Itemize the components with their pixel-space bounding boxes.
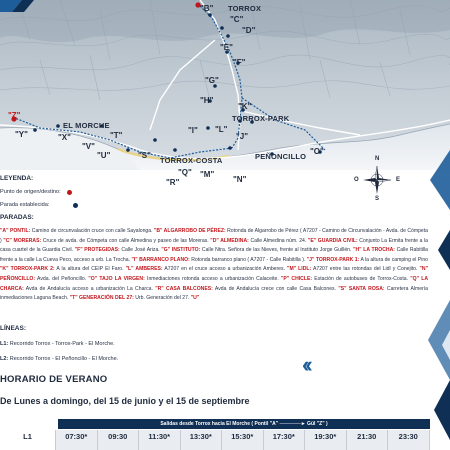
stop-entry-code: "N" PEÑONCILLO: xyxy=(0,266,428,282)
stop-label-j[interactable]: "J" xyxy=(236,132,249,141)
stop-label-f[interactable]: "F" xyxy=(233,58,246,67)
stop-entry-text: Carretera Almería inmediaciones Laguna Beach. xyxy=(0,285,428,302)
compass-icon xyxy=(360,163,394,197)
stop-entry-code: "G" INSTITUTO: xyxy=(161,247,201,254)
compass-rose xyxy=(354,156,401,202)
lines-title: LÍNEAS: xyxy=(0,325,26,332)
legend-stop-label: Parada establecida: xyxy=(0,202,50,208)
line-l2 xyxy=(0,356,300,362)
schedule-time: 23:30 xyxy=(388,430,430,450)
stop-entry-text: Calle Almedina núm. 24. xyxy=(248,237,308,244)
stops-title: PARADAS: xyxy=(0,214,34,221)
town-label-torrox-costa: TORROX-COSTA xyxy=(160,156,223,165)
stop-entry-code: "L" AMBERES: xyxy=(125,266,163,273)
stop-entry-text: Inmediaciones rotonda acceso a urbanización Calaceite. xyxy=(144,275,281,282)
compass-o: O xyxy=(354,177,359,183)
line-l2-code: L2: xyxy=(0,356,9,362)
stop-entry-text: Calle José Ariza. xyxy=(119,247,162,254)
stop-label-g[interactable]: "G" xyxy=(205,76,219,85)
stop-entry-text: Calle Ntra. Señora de las Nieves, frente al Instituto Jorge Guillén. xyxy=(200,247,354,254)
stop-label-x[interactable]: "X" xyxy=(58,133,71,142)
legend-origin-row xyxy=(0,189,360,195)
stop-entry-code: "C" MORERAS: xyxy=(3,237,42,244)
line-l2-text: Recorrido Torrox - El Peñoncillo - El Morche. xyxy=(8,356,119,362)
stop-entry-text: A la altura de camping el Pino xyxy=(359,256,428,263)
schedule-time: 11:30* xyxy=(139,430,181,450)
stop-entry-code: "I" BARRANCO PLANO: xyxy=(131,256,190,263)
stop-label-z[interactable]: "Z" xyxy=(8,111,21,120)
origin-dot-icon xyxy=(67,190,72,195)
stop-entry-text: Calle Rabitilla frente a la calle La Cueva Peco, acceso a urb. La Trocha. xyxy=(0,247,428,263)
stop-entry-code: "D" ALMEDINA: xyxy=(210,237,249,244)
town-label-torrox: TORROX xyxy=(228,4,262,13)
line-l1 xyxy=(0,341,300,347)
town-label-el-morche: EL MORCHE xyxy=(63,121,110,130)
stop-entry-code: "R" CASA BALCONES: xyxy=(155,285,213,292)
stop-label-d[interactable]: "D" xyxy=(242,26,256,35)
schedule-time: 07:30* xyxy=(56,430,98,450)
stop-entry-text: Cruce de avda. de Cómpeta con calle Almedina y paseo de las Moreras. xyxy=(41,237,211,244)
schedule-time: 09:30 xyxy=(98,430,140,450)
stop-label-u[interactable]: "U" xyxy=(97,151,111,160)
legend-title: LEYENDA: xyxy=(0,175,34,182)
stop-label-i[interactable]: "I" xyxy=(188,126,198,135)
stops-description xyxy=(0,227,428,304)
stop-label-y[interactable]: "Y" xyxy=(15,130,28,139)
stop-entry-code: "S" SANTA ROSA: xyxy=(338,285,385,292)
stop-label-b[interactable]: "B" xyxy=(200,4,214,13)
stop-entry-code: "F" PROTEGIDAS: xyxy=(74,247,120,254)
stop-entry-code: "O" TAJO LA VIRGEN: xyxy=(88,275,145,282)
schedule-time: 13:30* xyxy=(181,430,223,450)
legend-stop-row xyxy=(0,202,360,208)
compass-s: S xyxy=(375,196,380,202)
stop-label-v[interactable]: "V" xyxy=(82,142,95,151)
schedule-time: 15:30* xyxy=(222,430,264,450)
stop-entry-text: A la altura del CEIP El Faro. xyxy=(54,266,126,273)
legend-origin-label: Punto de origen/destino: xyxy=(0,189,61,195)
compass-e: E xyxy=(396,177,401,183)
stop-label-q[interactable]: "Q" xyxy=(178,168,192,177)
side-decoration xyxy=(420,0,450,450)
stop-label-c[interactable]: "C" xyxy=(230,15,244,24)
stop-entry-text: Avda de Andalucía crece con calle Casa Balcones. xyxy=(212,285,339,292)
legend xyxy=(0,175,360,208)
compass-n: N xyxy=(375,156,380,162)
line-l1-text: Recorrido Torrox - Torrox-Park - El Morche. xyxy=(8,341,115,347)
stop-entry-code: "H" LA TROCHA: xyxy=(353,247,395,254)
line-l1-code: L1: xyxy=(0,341,9,347)
stop-dot-icon xyxy=(73,203,78,208)
town-label-torrox-park: TORROX-PARK xyxy=(232,114,290,123)
lines-section xyxy=(0,325,300,362)
map-terrain xyxy=(0,0,450,170)
stop-entry-text: A7207 en el cruce acceso a urbanización Amberes. xyxy=(162,266,288,273)
stop-entry-text: Avda de Andalucía acceso a urbanización La Charca. xyxy=(23,285,156,292)
stop-entry-text: A7207 entre las rotondas del Lidl y Conejito. xyxy=(311,266,420,273)
stop-label-m[interactable]: "M" xyxy=(200,170,215,179)
stop-entry-code: "P" CHICLE: xyxy=(280,275,313,282)
stop-entry-code: "J" TORROX-PARK 1: xyxy=(306,256,360,263)
stop-entry-code: "M" LIDL: xyxy=(287,266,312,273)
stop-entry-code: "A" PONTIL: xyxy=(0,228,31,234)
stop-entry-text: Estación de autobuses de Torrox-Costa. xyxy=(312,275,411,282)
stop-entry-text: Urb. Generación del 27. xyxy=(133,295,191,302)
town-label-penoncillo: PEÑONCILLO xyxy=(255,152,307,161)
stop-label-r[interactable]: "R" xyxy=(166,178,180,187)
stop-label-e[interactable]: "E" xyxy=(220,43,233,52)
stop-entry-code: "K" TORROX-PARK 2: xyxy=(0,266,55,273)
stop-label-h[interactable]: "H" xyxy=(200,96,214,105)
stop-label-s[interactable]: "S" xyxy=(138,151,151,160)
stop-label-o[interactable]: "O" xyxy=(310,147,324,156)
schedule-subtitle: De Lunes a domingo, del 15 de junio y el 15 de septiembre xyxy=(0,396,250,406)
stop-entry-code: "T" GENERACIÓN DEL 27: xyxy=(69,295,134,302)
stop-entry-text: Rotonda de Algarrobo de Pérez ( A7207 - Camino de Circunvalación - Avda. de Cómpeta ) xyxy=(0,228,429,244)
schedule-title: HORARIO DE VERANO xyxy=(0,374,108,385)
stop-entry-text: Avda. del Peñoncillo. xyxy=(35,275,89,282)
stop-label-k[interactable]: "K" xyxy=(238,102,252,111)
stop-label-l[interactable]: "L" xyxy=(215,125,228,134)
schedule-time: 17:30* xyxy=(264,430,306,450)
stop-label-t[interactable]: "T" xyxy=(110,131,123,140)
schedule-line-id: L1 xyxy=(0,430,56,450)
stop-entry-text: Camino de circunvalación cruce con calle Sayalonga. xyxy=(30,228,154,234)
schedule-time: 19:30* xyxy=(305,430,347,450)
stops-section xyxy=(0,214,428,304)
route-map[interactable] xyxy=(0,0,450,170)
stop-label-n[interactable]: "N" xyxy=(233,175,247,184)
stop-entry-code: "B" ALGARROBO DE PÉREZ: xyxy=(153,228,226,234)
corner-decoration xyxy=(0,0,40,12)
stop-entry-text: Conjunto La Ermita frente a la casa cuartel de la Guardia Civil. xyxy=(0,237,428,254)
stop-entry-code: "U" xyxy=(190,295,200,302)
chevron-left-icon: ‹‹ xyxy=(302,352,309,377)
schedule-time: 21:30 xyxy=(347,430,389,450)
stop-entry-text: Rotonda barranco plano ( A7207 - Calle Rabitilla ). xyxy=(189,256,307,263)
schedule-table-header: Salidas desde Torrox hacia El Morche ( Pontil "A" ──────► Gül "Z" ) xyxy=(58,419,430,429)
schedule-row-l1 xyxy=(0,430,430,450)
stop-entry-code: "E" GUARDIA CIVIL: xyxy=(307,237,358,244)
stop-entry-code: "Q" LA CHARCA: xyxy=(0,275,429,292)
